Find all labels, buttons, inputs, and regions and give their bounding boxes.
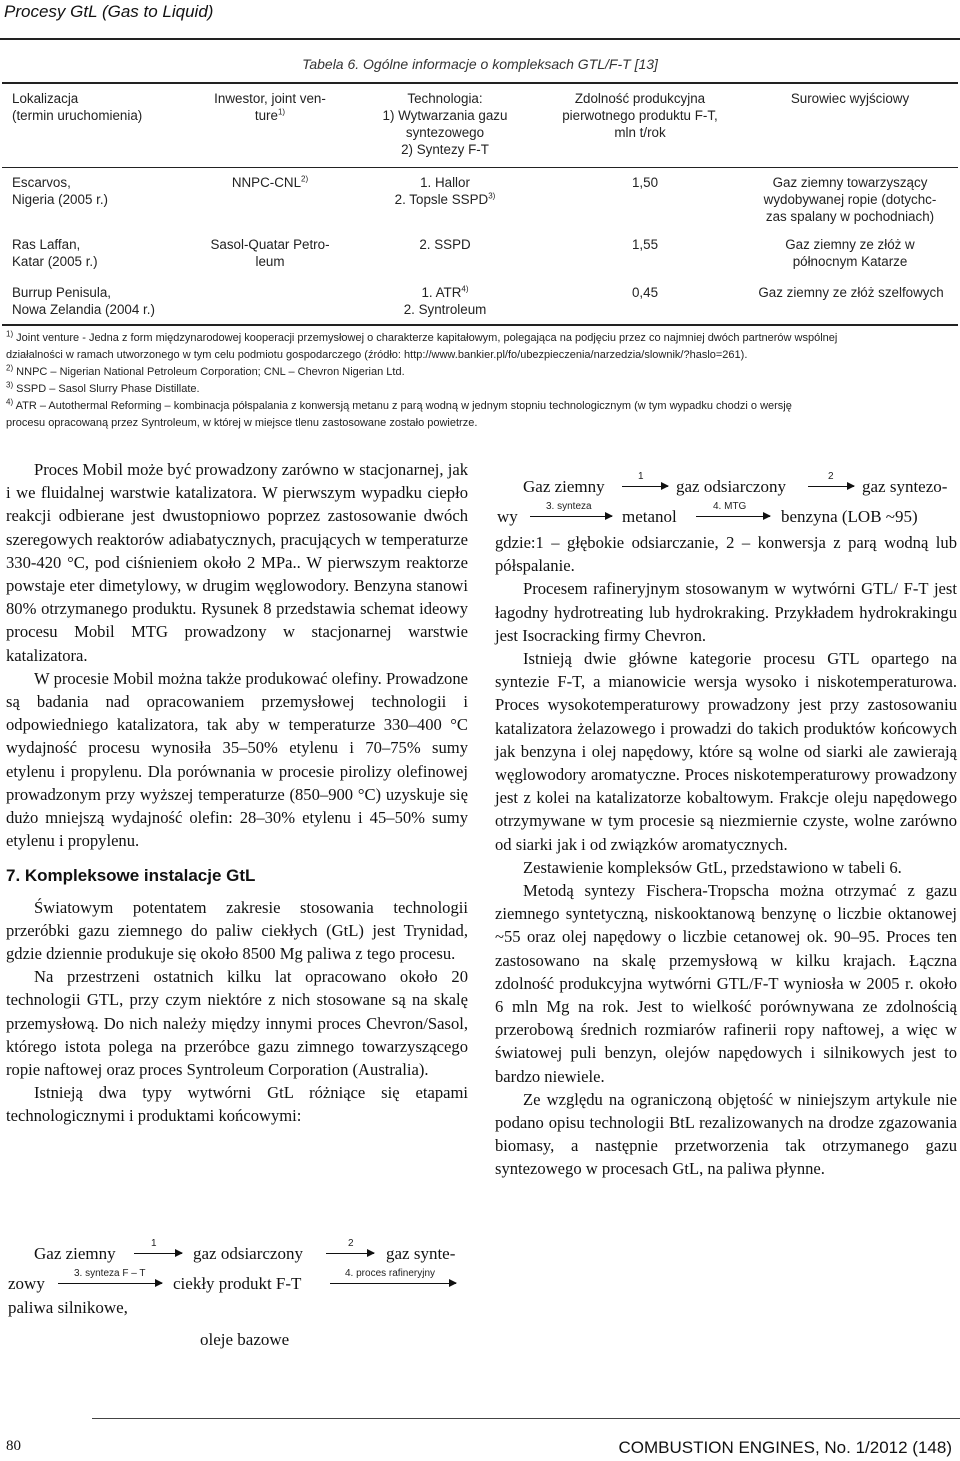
section-heading: 7. Kompleksowe instalacje GtL <box>6 866 256 886</box>
cell-text: NNPC-CNL <box>231 175 302 190</box>
scheme-step-label: 1 <box>151 1238 157 1249</box>
cell-line: 2. Syntroleum <box>403 302 487 317</box>
th-location-line: (termin uruchomienia) <box>12 108 143 123</box>
table-row-3-technology <box>360 284 530 318</box>
th-investor-line: Inwestor, joint ven- <box>214 91 326 106</box>
cell-line: Sasol-Quatar Petro- <box>210 237 330 252</box>
cell-line: Ras Laffan, <box>12 237 81 252</box>
footnote-marker: 2) <box>301 174 309 184</box>
cell-line: leum <box>255 254 285 269</box>
table-row-2-investor <box>200 236 340 270</box>
th-investor <box>200 90 340 124</box>
scheme-node: Gaz ziemny <box>523 477 605 496</box>
scheme-node: metanol <box>622 507 677 526</box>
table-top-rule <box>2 82 958 84</box>
table-row-3-capacity: 0,45 <box>631 285 659 300</box>
scheme-step-label: 2 <box>828 471 834 482</box>
cell-line: 1. Hallor <box>420 175 470 190</box>
arrow-icon <box>530 516 612 517</box>
th-location-line: Lokalizacja <box>12 91 79 106</box>
table-caption: Tabela 6. Ogólne informacje o kompleksach GTL/F-T [13] <box>302 56 658 72</box>
scheme-node: oleje bazowe <box>200 1330 290 1349</box>
table-row-2-feedstock <box>750 236 950 270</box>
paragraph: Zestawienie kompleksów GtL, przedstawiono w tabeli 6. <box>523 857 902 877</box>
footnote-marker: 4) <box>6 397 14 407</box>
cell-line: Escarvos, <box>12 175 71 190</box>
th-location <box>12 90 202 124</box>
footnote-1 <box>6 330 956 347</box>
th-technology-line: 1) Wytwarzania gazu <box>382 108 508 123</box>
paragraph: Na przestrzeni ostatnich kilku lat opracowano około 20 technologii GTL, przy czym niektóre z nich stosowane są na skalę przemysłową. Do nich należy między innymi proces Chevron/Sasol, którego istota polega na przeróbce gazu zimnego towarzyszącego ropie naftowej oraz proces Syntroleum Corporation (Australia). <box>6 967 468 1080</box>
journal-reference: COMBUSTION ENGINES, No. 1/2012 (148) <box>618 1438 952 1457</box>
footnote-1-cont: działalności w ramach utworzonego w tym celu podmiotu gospodarczego (źródło: http://www.bankier.pl/fo/ubezpieczenia/narzedzia/slownik/?haslo=261). <box>6 349 748 361</box>
arrow-icon <box>330 1283 456 1284</box>
th-investor-line <box>200 107 340 124</box>
footnote-marker: 1) <box>6 329 14 339</box>
footnote-text: Joint venture - Jedna z form międzynarodowej kooperacji przemysłowej o charakterze kapitałowym, polegająca na podjęciu przez co najmniej dwóch partnerów wspólnej <box>13 332 838 344</box>
arrow-icon <box>58 1283 162 1284</box>
page-number: 80 <box>6 1438 21 1454</box>
scheme-step-label: 4. proces rafineryjny <box>345 1268 436 1279</box>
paragraph: Istnieją dwie główne kategorie procesu GTL opartego na syntezie F-T, a mianowicie wersja wysoko i niskotemperaturowa. Proces wysokotemperaturowy prowadzony jest przy zastosowaniu katalizatora żelazowego i prowadzi do takich produktów końcowych jak benzyna i olej napędowy, które są wolne od siarki ale zawierają węglowodory aromatyczne. Proces niskotemperaturowy prowadzony jest z kolei na katalizatorze kobaltowym. Frakcje oleju napędowego otrzymywane w tym procesie są niezmiernie czyste, wolne zarówno od siarki jak i od związków aromatycznych. <box>495 649 957 854</box>
footnote-2 <box>6 364 956 381</box>
scheme-node: gaz odsiarczony <box>676 477 786 496</box>
table-row-2-capacity: 1,55 <box>631 237 659 252</box>
footnote-marker: 2) <box>6 363 14 373</box>
running-title: Procesy GtL (Gas to Liquid) <box>4 2 214 21</box>
th-technology-line: Technologia: <box>407 91 483 106</box>
cell-line: wydobywanej ropie (dotychc- <box>763 192 937 207</box>
footnote-marker: 3) <box>6 380 14 390</box>
cell-line: Katar (2005 r.) <box>12 254 98 269</box>
table-header-rule <box>2 167 958 168</box>
scheme-node: zowy <box>8 1274 45 1293</box>
footnote-marker: 1) <box>277 107 286 117</box>
table-row-3-location <box>12 284 202 318</box>
scheme-node: ciekły produkt F-T <box>173 1274 302 1293</box>
cell-line <box>360 284 530 301</box>
th-technology-line: 2) Syntezy F-T <box>401 142 489 157</box>
right-column <box>495 531 957 1181</box>
table-row-1-location <box>12 174 202 208</box>
cell-text: 1. ATR <box>421 285 462 300</box>
paragraph: Światowym potentatem zakresie stosowania technologii przeróbki gazu ziemnego do paliw ciekłych (GtL) jest Trynidad, gdzie dziennie produkuje się około 8500 Mg paliwa z tego procesu. <box>6 897 468 964</box>
th-investor-text: ture <box>254 108 278 123</box>
paragraph: Proces Mobil może być prowadzony zarówno w stacjonarnej, jak i we fluidalnej warstwie katalizatora. W pierwszym wypadku ciepło reakcji odbierane jest dwustopniowo poprzez zastosowanie dwóch szeregowych reaktorów adiabatycznych, pracujących w temperaturze 330-420 °C, pod ciśnieniem około 2 MPa.. W pierwszym reaktorze powstaje eter dimetylowy, w drugim węglowodory. Benzyna stanowi 80% otrzymanego produktu. Rysunek 8 przedstawia schemat ideowy procesu Mobil MTG prowadzony w stacjonarnej warstwie katalizatora. <box>6 460 468 665</box>
cell-line: Gaz ziemny towarzyszący <box>772 175 928 190</box>
th-feedstock-line: Surowiec wyjściowy <box>790 91 910 106</box>
scheme-node: Gaz ziemny <box>34 1244 116 1263</box>
cell-line: Gaz ziemny ze złóż w <box>785 237 915 252</box>
footer-rule <box>92 1418 960 1419</box>
header-rule <box>0 38 960 40</box>
cell-text: 2. Topsle SSPD <box>394 192 489 207</box>
scheme-node: wy <box>497 507 518 526</box>
scheme-node: gaz syntezo- <box>862 477 948 496</box>
paragraph: Procesem rafineryjnym stosowanym w wytwórni GTL/ F-T jest łagodny hydrotreating lub hydrokraking. Przykładem hydrokrakingu jest Isocracking firmy Chevron. <box>495 579 957 645</box>
table-bottom-rule <box>2 324 958 326</box>
th-feedstock <box>750 90 950 107</box>
table-row-1-feedstock <box>750 174 950 225</box>
table-row-3-feedstock: Gaz ziemny ze złóż szelfowych <box>758 285 944 300</box>
scheme-node: benzyna (LOB ~95) <box>781 507 918 526</box>
scheme-step-label: 2 <box>348 1238 354 1249</box>
arrow-icon <box>622 486 668 487</box>
cell-line: Nowa Zelandia (2004 r.) <box>12 302 155 317</box>
footnote-text: ATR – Autothermal Reforming – kombinacja półspalania z konwersją metanu z parą wodną w jednym stopniu technologicznym (w tym wypadku chodzi o wersję <box>13 400 792 412</box>
paragraph: Istnieją dwa typy wytwórni GtL różniące się etapami technologicznymi i produktami końcowymi: <box>6 1083 468 1126</box>
table-row-1-technology <box>360 174 530 208</box>
table-row-1-capacity: 1,50 <box>631 175 659 190</box>
scheme-step-label: 4. MTG <box>713 501 747 512</box>
th-capacity-line: Zdolność produkcyjna <box>574 91 706 106</box>
arrow-icon <box>696 516 770 517</box>
cell-line: Nigeria (2005 r.) <box>12 192 109 207</box>
scheme-step-label: 3. synteza F – T <box>74 1268 146 1279</box>
scheme-node: paliwa silnikowe, <box>8 1298 128 1317</box>
footnote-4 <box>6 398 956 415</box>
footnote-marker: 3) <box>488 191 496 201</box>
th-technology <box>360 90 530 158</box>
arrow-icon <box>326 1253 374 1254</box>
th-technology-line: syntezowego <box>405 125 485 140</box>
th-capacity-line: pierwotnego produktu F-T, <box>562 108 718 123</box>
arrow-icon <box>134 1253 182 1254</box>
th-capacity <box>540 90 740 141</box>
left-column <box>6 458 468 1128</box>
footnote-4-cont: procesu opracowaną przez Syntroleum, w której w miejsce tlenu zastosowane zostało powietrze. <box>6 417 478 429</box>
table-row-2-technology: 2. SSPD <box>419 237 471 252</box>
arrow-icon <box>808 486 854 487</box>
scheme-step-label: 3. synteza <box>546 501 592 512</box>
cell-line <box>360 191 530 208</box>
th-capacity-line: mln t/rok <box>614 125 666 140</box>
paragraph: Ze względu na ograniczoną objętość w niniejszym artykule nie podano opisu technologii BtL rezalizowanych na drodze zgazowania biomasy, a następnie przetworzenia tak otrzymanego gazu syntezowego w procesach GtL, na paliwa płynne. <box>495 1089 957 1179</box>
cell-line: północnym Katarze <box>792 254 908 269</box>
cell-line: Burrup Penisula, <box>12 285 111 300</box>
paragraph: W procesie Mobil można także produkować olefiny. Prowadzone są badania nad opracowaniem przemysłowej technologii i odpowiedniego katalizatora, tak aby w temperaturze 330–400 °C wydajność procesu wynosiła 35–50% etylenu i 70–75% sumy etylenu i propylenu. Dla porównania w procesie pirolizy olefinowej prowadzonym przy wyższej temperaturze (850–900 °C) uzyskuje się dużo mniejszą wydajność olefin: 28–30% etylenu i 45–50% sumy etylenu i propylenu. <box>6 668 468 851</box>
footnote-text: NNPC – Nigerian National Petroleum Corporation; CNL – Chevron Nigerian Ltd. <box>13 366 405 378</box>
scheme-node: gaz odsiarczony <box>193 1244 303 1263</box>
scheme-step-label: 1 <box>638 471 644 482</box>
paragraph: Metodą syntezy Fischera-Tropscha można otrzymać z gazu ziemnego syntetyczną, niskooktanową benzynę o liczbie oktanowej ~55 oraz olej napędowy o liczbie cetanowej ok. 90–95. Proces ten zastosowano na skalę przemysłową w kilku krajach. Łączna zdolność produkcyjna wytwórni GTL/F-T wyniosła w 2005 r. około 6 mln Mg na rok. Jest to wielkość porównywana ze zdolnością przerobową średnich rozmiarów rafinerii ropy naftowej, a więc w światowej puli benzyn, olejów napędowych i silnikowych jest to bardzo niewiele. <box>495 881 957 1086</box>
cell-line: zas spalany w pochodniach) <box>765 209 935 224</box>
footnote-marker: 4) <box>461 284 469 294</box>
table-row-1-investor <box>200 174 340 191</box>
footnote-text: SSPD – Sasol Slurry Phase Distillate. <box>13 383 200 395</box>
paragraph: gdzie:1 – głębokie odsiarczanie, 2 – konwersja z parą wodną lub półspalanie. <box>495 533 957 576</box>
table-row-2-location <box>12 236 202 270</box>
footnote-3 <box>6 381 956 398</box>
scheme-node: gaz synte- <box>386 1244 456 1263</box>
